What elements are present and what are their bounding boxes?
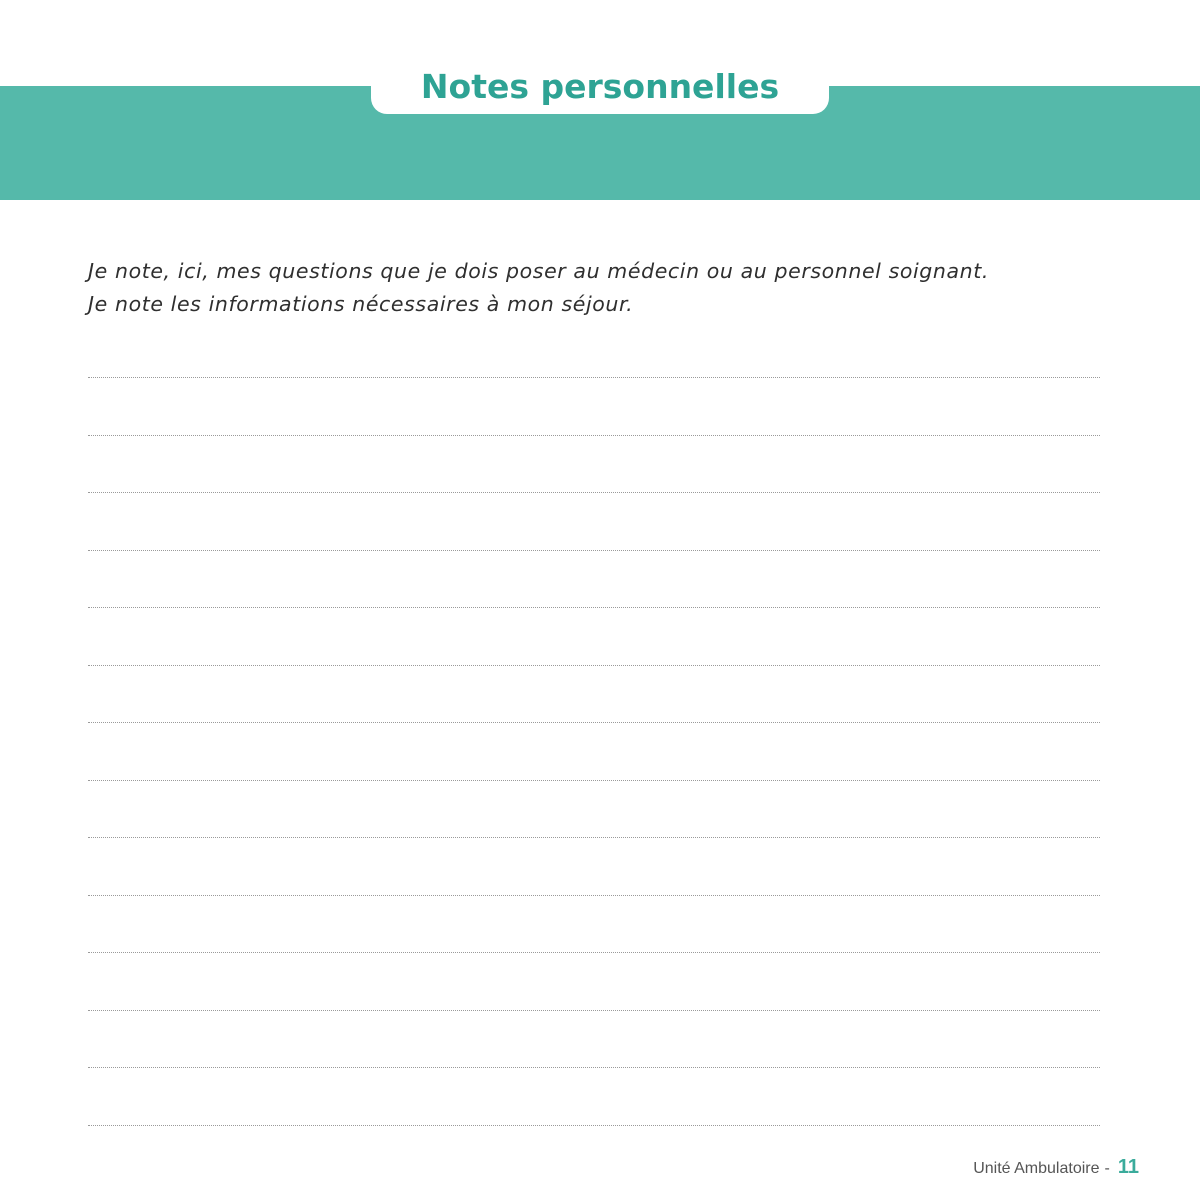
intro-line-2: Je note les informations nécessaires à mon séjour. xyxy=(88,292,634,316)
note-line xyxy=(88,492,1100,493)
intro-line-1: Je note, ici, mes questions que je dois poser au médecin ou au personnel soignant. xyxy=(88,259,990,283)
note-line xyxy=(88,607,1100,608)
note-line xyxy=(88,1125,1100,1126)
note-line xyxy=(88,550,1100,551)
note-line xyxy=(88,1067,1100,1068)
note-line xyxy=(88,1010,1100,1011)
note-line xyxy=(88,952,1100,953)
footer-separator: - xyxy=(1104,1160,1110,1177)
footer-label: Unité Ambulatoire xyxy=(973,1160,1100,1177)
page-title: Notes personnelles xyxy=(420,67,780,106)
page-footer xyxy=(973,1152,1139,1182)
note-line xyxy=(88,722,1100,723)
note-line xyxy=(88,665,1100,666)
note-line xyxy=(88,895,1100,896)
note-line xyxy=(88,435,1100,436)
note-line xyxy=(88,377,1100,378)
note-line xyxy=(88,837,1100,838)
page-number: 11 xyxy=(1117,1156,1139,1178)
note-lines-area[interactable] xyxy=(88,0,1100,1200)
note-line xyxy=(88,780,1100,781)
